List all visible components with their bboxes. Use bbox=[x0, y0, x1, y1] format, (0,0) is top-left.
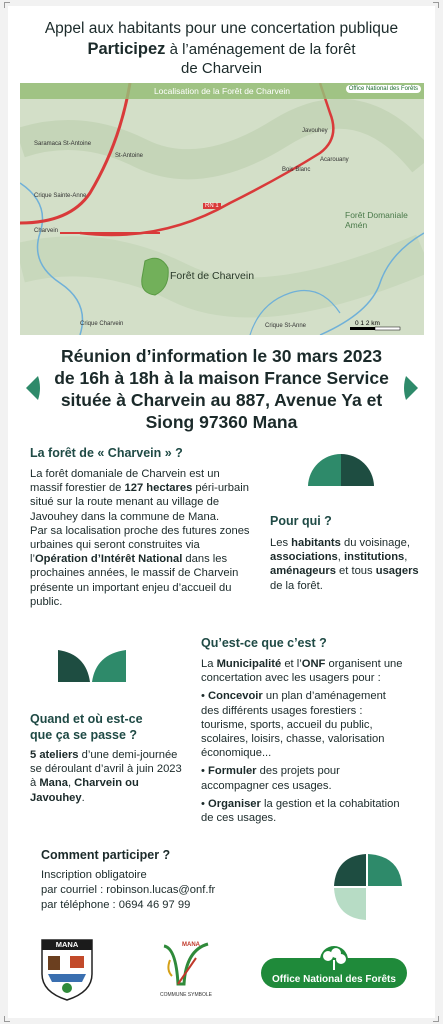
pour-qui-bold: institutions bbox=[344, 551, 405, 564]
map-onf-badge: Office National des Forêts bbox=[346, 85, 421, 93]
poster-title bbox=[8, 40, 435, 78]
intro-line: Appel aux habitants pour une concertation publique bbox=[44, 20, 399, 37]
quoi-bullet: • Concevoir un plan d’aménagement des différents usages forestiers : tourisme, sports, accueil du public, scolaires, loisirs, chasse, valorisation économique... bbox=[201, 690, 386, 760]
quoi-bullet: • Organiser la gestion et la cohabitation de ces usages. bbox=[201, 797, 400, 825]
participer-line: Inscription obligatoire bbox=[41, 869, 147, 881]
road-label: RN 1 bbox=[205, 203, 219, 209]
meeting-line: Siong 97360 Mana bbox=[145, 412, 298, 432]
meeting-line: située à Charvein au 887, Avenue Ya et bbox=[60, 390, 383, 410]
map-place-label: Acarouany bbox=[320, 157, 349, 163]
quoi-bold: Municipalité bbox=[216, 658, 282, 670]
participer-heading: Comment participer ? bbox=[41, 848, 171, 862]
pour-qui-bold: habitants bbox=[291, 537, 341, 549]
crop-mark bbox=[4, 1016, 10, 1022]
quoi-bold: ONF bbox=[301, 658, 326, 670]
foret-text-part: péri-urbain situé sur la route menant au village de Javouhey dans la commune de Mana. bbox=[30, 482, 249, 523]
quoi-bullet: • Formuler des projets pour accompagner ces usages. bbox=[201, 765, 340, 792]
quand-bold: Charvein ou Javouhey bbox=[30, 777, 139, 804]
quand-text bbox=[30, 748, 182, 805]
meeting-announcement bbox=[8, 345, 435, 433]
pour-qui-bold: associations bbox=[270, 551, 338, 564]
bullet-bold: Organiser bbox=[208, 797, 261, 810]
commune-symbole-logo bbox=[156, 940, 216, 1002]
foret-heading: La forêt de « Charvein » ? bbox=[30, 446, 183, 460]
pour-qui-bold: usagers bbox=[375, 565, 419, 578]
pour-qui-bold: aménageurs bbox=[270, 565, 336, 578]
contact-phone: par téléphone : 0694 46 97 99 bbox=[41, 899, 191, 911]
foret-text bbox=[30, 467, 250, 609]
map-forest-label: Forêt de Charvein bbox=[170, 270, 255, 282]
pour-qui-heading: Pour qui ? bbox=[270, 514, 332, 528]
quand-heading bbox=[30, 711, 143, 743]
crop-mark bbox=[433, 2, 439, 8]
onf-logo bbox=[261, 944, 407, 996]
quand-heading-line: Quand et où est-ce bbox=[30, 712, 143, 726]
quand-text-part: . bbox=[81, 791, 85, 804]
quoi-text bbox=[201, 657, 406, 825]
map-place-label: Bois Blanc bbox=[282, 167, 311, 173]
pour-qui-text bbox=[270, 536, 420, 593]
poster bbox=[8, 6, 435, 1018]
pour-qui-text-part: Les bbox=[270, 537, 292, 549]
map-domaniale-label: Forêt Domaniale Amén bbox=[345, 210, 408, 230]
map-river-label: Crique Sainte-Anne bbox=[34, 193, 87, 199]
commune-caption: COMMUNE SYMBOLE bbox=[160, 992, 212, 998]
pour-qui-text-part: , bbox=[337, 551, 344, 564]
quand-bold: Mana bbox=[39, 777, 68, 790]
quoi-heading: Qu’est-ce que c’est ? bbox=[201, 636, 327, 650]
title-line2: de Charvein bbox=[181, 60, 262, 77]
quand-heading-line: que ça se passe ? bbox=[30, 728, 138, 742]
pour-qui-text-part: du voisinage, bbox=[340, 537, 410, 549]
bullet-text: un plan d’aménagement des différents usages forestiers : tourisme, sports, accueil du public, scolaires, loisirs, chasse, valorisation économique... bbox=[201, 690, 386, 760]
crop-mark bbox=[4, 2, 10, 8]
quoi-text-part: La bbox=[201, 658, 217, 670]
foret-text-bold: Opération d’Intérêt National bbox=[34, 553, 183, 566]
pour-qui-text-part: et tous bbox=[335, 565, 376, 578]
map-place-label: St-Antoine bbox=[115, 153, 144, 159]
left-diamond-shape bbox=[24, 374, 44, 402]
map-river-label: Crique St-Anne bbox=[265, 323, 307, 329]
crest-text: MANA bbox=[55, 940, 79, 949]
map-place-label: Saramaca St-Antoine bbox=[34, 141, 92, 147]
quoi-text-part: et l’ bbox=[281, 658, 302, 670]
map-banner: Localisation de la Forêt de Charvein bbox=[20, 83, 424, 99]
bullet-bold: Formuler bbox=[208, 765, 257, 778]
foret-text-bold: 127 hectares bbox=[124, 482, 193, 495]
title-bold: Participez bbox=[87, 40, 166, 58]
right-diamond-shape bbox=[400, 374, 420, 402]
map-river-label: Crique Charvein bbox=[80, 321, 124, 327]
map-scale: 0 1 2 km bbox=[355, 320, 380, 327]
contact-email: par courriel : robinson.lucas@onf.fr bbox=[41, 884, 216, 896]
map-drawing bbox=[20, 83, 424, 335]
meeting-line: Réunion d’information le 30 mars 2023 bbox=[61, 346, 382, 366]
bullet-text: des projets pour accompagner ces usages. bbox=[201, 765, 340, 792]
map-place-label: Javouhey bbox=[302, 128, 328, 134]
bullet-bold: Concevoir bbox=[208, 690, 263, 703]
quand-text-part: , bbox=[67, 777, 75, 790]
map-place-label: Charvein bbox=[34, 228, 59, 234]
leaf-shapes bbox=[56, 648, 128, 684]
foret-text-part: dans les prochaines années, le massif de Charvein présente un important enjeu d’accueil du public. bbox=[30, 553, 239, 608]
mana-crest-logo bbox=[38, 930, 96, 1002]
foret-text-part: La forêt domaniale de Charvein est un massif forestier de bbox=[30, 468, 220, 495]
meeting-line: de 16h à 18h à la maison France Service bbox=[54, 368, 389, 388]
quand-bold: 5 ateliers bbox=[30, 749, 79, 761]
quoi-text-part: organisent une concertation avec les usagers pour : bbox=[201, 658, 403, 685]
pour-qui-text-part: , bbox=[404, 551, 408, 564]
participer-text bbox=[41, 868, 281, 913]
location-map bbox=[20, 83, 424, 335]
foret-text-part: Par sa localisation proche des futures zones urbaines qui seront construites via l’ bbox=[30, 524, 250, 566]
onf-tree-icon bbox=[314, 944, 354, 974]
half-circle-shape bbox=[306, 452, 376, 488]
crop-mark bbox=[433, 1016, 439, 1022]
title-rest: à l’aménagement de la forêt bbox=[165, 41, 356, 58]
commune-top-text: MANA bbox=[182, 942, 200, 948]
onf-logo-text: Office National des Forêts bbox=[272, 974, 396, 985]
pour-qui-text-part: de la forêt. bbox=[270, 579, 323, 592]
quand-text-part: d’une demi-journée se déroulant d’avril à juin 2023 à bbox=[30, 749, 182, 790]
bullet-text: la gestion et la cohabitation de ces usages. bbox=[201, 797, 400, 825]
leaf-cluster-shape bbox=[332, 852, 404, 922]
